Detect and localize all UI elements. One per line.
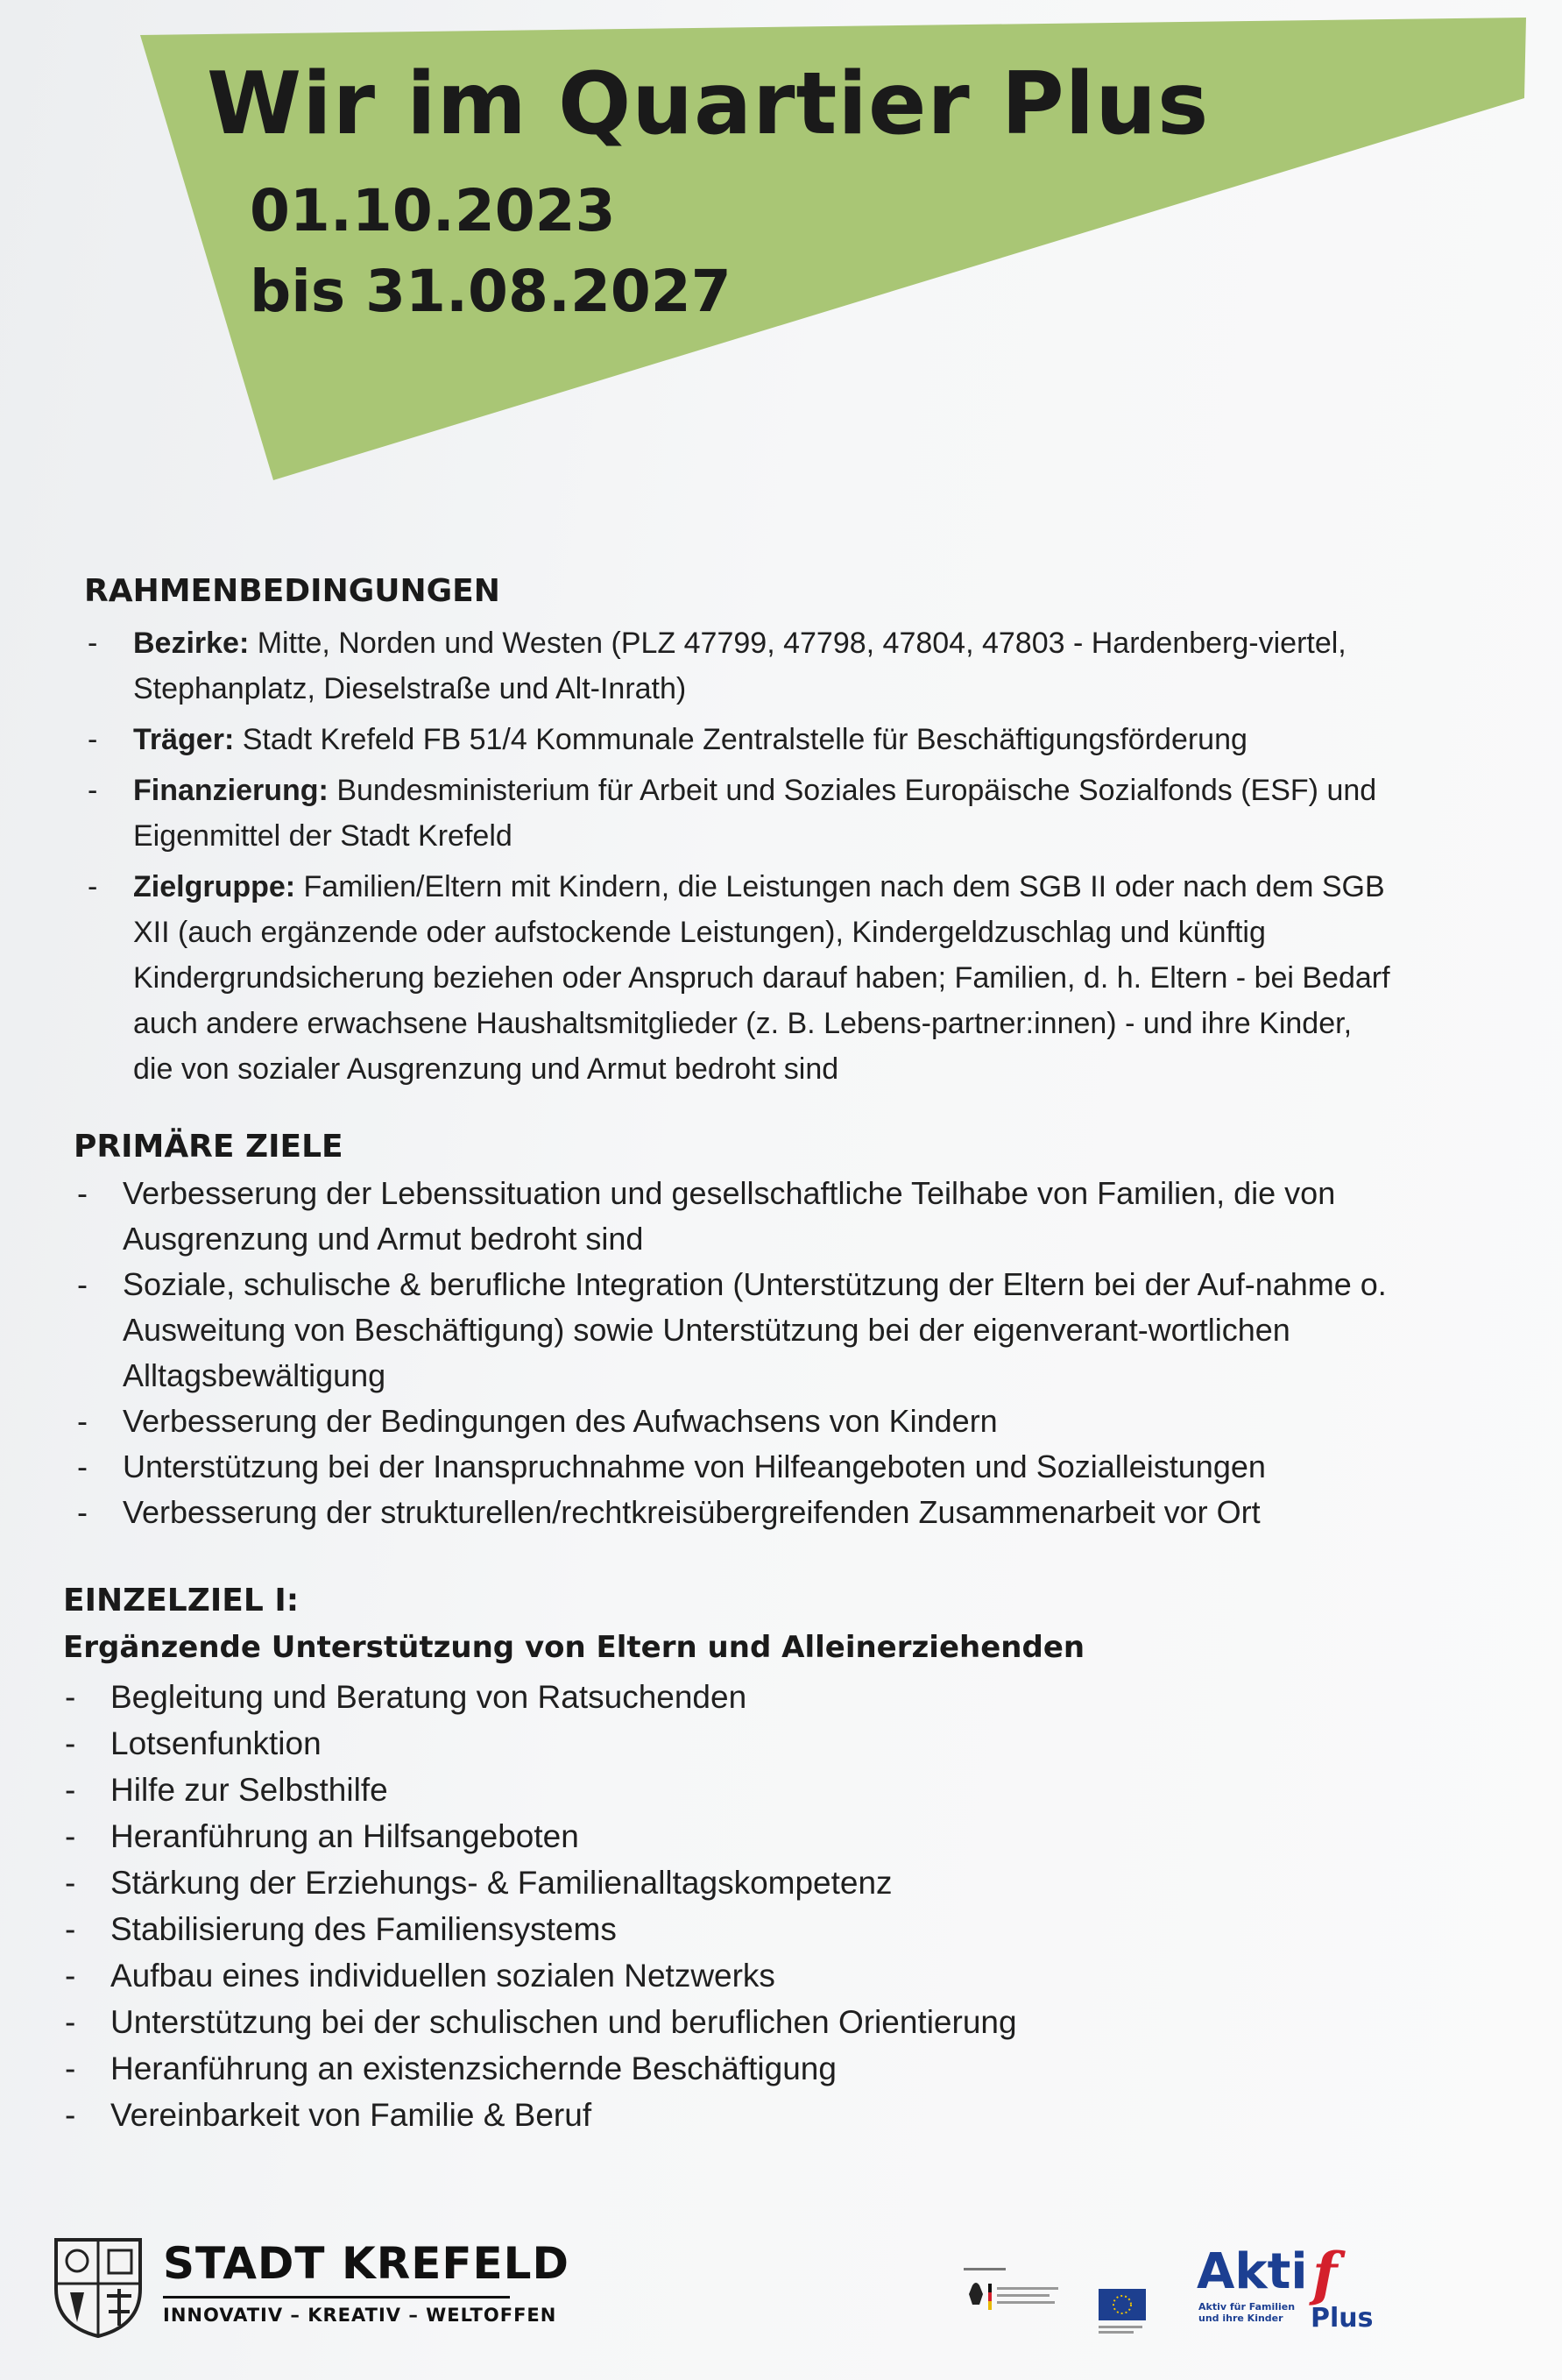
list-item [84, 768, 1398, 859]
start-date: 01.10.2023 [250, 177, 616, 244]
item-label: Bezirke: [133, 627, 250, 660]
list-item: - Begleitung und Beratung von Ratsuchenden [61, 1674, 1375, 1720]
item-label: Zielgruppe: [133, 870, 296, 903]
item-text: Bundesministerium für Arbeit und Soziales Europäische Sozialfonds (ESF) und Eigenmittel der Stadt Krefeld [133, 774, 1377, 853]
item-text: Mitte, Norden und Westen (PLZ 47799, 47798, 47804, 47803 - Hardenberg-viertel, Stephanplatz, Dieselstraße und Alt-Inrath) [133, 627, 1346, 705]
list-item: - Unterstützung bei der schulischen und beruflichen Orientierung [61, 1999, 1375, 2045]
item-text: Familien/Eltern mit Kindern, die Leistungen nach dem SGB II oder nach dem SGB XII (auch ergänzende oder aufstockende Leistungen), Kindergeldzuschlag und künftig Kindergrundsicherung beziehen oder Anspruch darauf haben; Familien, d. h. Eltern - bei Bedarf auch andere erwachsene Haushaltsmitglieder (z. B. Lebens-partner:innen) - und ihre Kinder, die von sozialer Ausgrenzung und Armut bedroht sind [133, 870, 1390, 1086]
einzelziel-list [61, 1674, 1375, 2138]
item-label: Träger: [133, 723, 235, 756]
rahmen-heading: RAHMENBEDINGUNGEN [84, 573, 500, 609]
list-item: - Vereinbarkeit von Familie & Beruf [61, 2092, 1375, 2138]
aktif-plus-text: Plus [1311, 2303, 1374, 2334]
aktif-subtitle-line: und ihre Kinder [1198, 2313, 1283, 2324]
item-label: Finanzierung: [133, 774, 329, 807]
eu-flag-icon [1097, 2287, 1149, 2340]
list-item: - Verbesserung der Bedingungen des Aufwachsens von Kindern [74, 1399, 1405, 1444]
ziele-list [74, 1171, 1405, 1535]
einzelziel-heading: EINZELZIEL I: [63, 1583, 300, 1619]
list-item: - Unterstützung bei der Inanspruchnahme von Hilfeangeboten und Sozialleistungen [74, 1444, 1405, 1490]
list-item: - Verbesserung der Lebenssituation und gesellschaftliche Teilhabe von Familien, die von Ausgrenzung und Armut bedroht sind [74, 1171, 1405, 1262]
krefeld-crest-icon [51, 2235, 145, 2340]
list-item: - Soziale, schulische & berufliche Integration (Unterstützung der Eltern bei der Auf-nahme o. Ausweitung von Beschäftigung) sowie Unterstützung bei der eigenverant-wortlichen Alltagsbewältigung [74, 1262, 1405, 1399]
list-item: - Stärkung der Erziehungs- & Familienalltagskompetenz [61, 1859, 1375, 1906]
federal-eagle-icon [962, 2263, 1076, 2341]
list-item: - Aufbau eines individuellen sozialen Netzwerks [61, 1952, 1375, 1999]
aktif-plus-logo [1193, 2240, 1377, 2348]
list-item: - Heranführung an Hilfsangeboten [61, 1813, 1375, 1859]
list-item: - Heranführung an existenzsichernde Beschäftigung [61, 2045, 1375, 2092]
title-banner [0, 0, 1562, 491]
aktif-wordmark-f: f [1312, 2240, 1338, 2308]
aktif-subtitle [1198, 2301, 1295, 2324]
einzelziel-subheading: Ergänzende Unterstützung von Eltern und Alleinerziehenden [63, 1630, 1085, 1665]
ziele-heading: PRIMÄRE ZIELE [74, 1129, 343, 1165]
list-item: - Verbesserung der strukturellen/rechtkreisübergreifenden Zusammenarbeit vor Ort [74, 1490, 1405, 1535]
city-name: STADT KREFELD [163, 2238, 570, 2289]
list-item: - Lotsenfunktion [61, 1720, 1375, 1767]
poster-title: Wir im Quartier Plus [207, 54, 1210, 154]
city-divider [163, 2296, 510, 2299]
item-text: Stadt Krefeld FB 51/4 Kommunale Zentralstelle für Beschäftigungsförderung [234, 723, 1247, 756]
city-tagline: INNOVATIV – KREATIV – WELTOFFEN [163, 2305, 557, 2326]
rahmen-list [84, 620, 1398, 1097]
list-item [84, 620, 1398, 712]
aktif-wordmark: Akti [1197, 2243, 1308, 2300]
list-item: - Stabilisierung des Familiensystems [61, 1906, 1375, 1952]
list-item [84, 717, 1398, 762]
aktif-subtitle-line: Aktiv für Familien [1198, 2301, 1296, 2313]
list-item [84, 864, 1398, 1092]
end-date: bis 31.08.2027 [250, 258, 732, 325]
list-item: - Hilfe zur Selbsthilfe [61, 1767, 1375, 1813]
footer [0, 2226, 1562, 2380]
